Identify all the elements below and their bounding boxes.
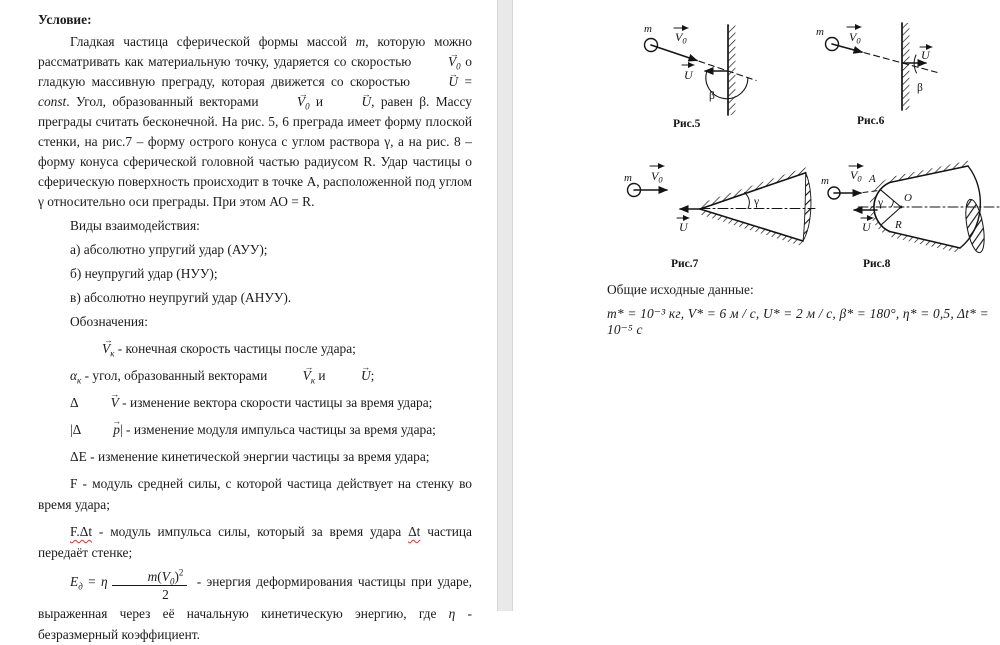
fig5-mass-label: m	[644, 23, 652, 35]
fig7-caption: Рис.7	[671, 258, 699, 270]
fig7-cone-top-edge	[700, 173, 806, 209]
figure-7-cone	[624, 166, 815, 270]
figures-panel	[513, 0, 1000, 285]
interaction-kinds-header: Виды взаимодействия:	[70, 218, 200, 233]
fig6-beta-arc	[914, 55, 916, 73]
fig8-center-dot	[900, 206, 903, 209]
fig8-caption: Рис.8	[863, 258, 891, 270]
fig7-mass-label: m	[624, 172, 632, 184]
interaction-kind-b: б) неупругий удар (НУУ);	[70, 266, 218, 281]
fig8-bottom-edge	[890, 232, 960, 249]
fig8-gamma-label: γ	[878, 197, 884, 209]
fig8-oa-line	[880, 190, 901, 207]
problem-statement: Гладкая частица сферической формы массой m, которую можно рассматривать как материальную точку, ударяется со скоростью → $V_0$ о гладкую массивную преграду, которая движется со скоростью → U = const. Угол, образованный векторами → $V_0$ и → U, равен β. Массу преграды считать бесконечной. На рис. 5, 6 преграда имеет форму плоской стенки, на рис.7 – форму острого конуса с углом раствора γ, а на рис. 8 – форму конуса сферической головной частью радиусом R. Удар частицы о сферическую поверхность происходит в точке А, расположенной под углом γ относительно оси преграды. При этом АО = R.	[38, 32, 472, 212]
fig8-center-o-label: O	[904, 192, 912, 204]
figure-5-plane-wall	[644, 23, 756, 130]
fig8-top-edge	[890, 166, 968, 183]
common-data-header: Общие исходные данные:	[607, 282, 754, 297]
fig8-point-a-label: A	[869, 173, 876, 185]
document-page-left[interactable]	[0, 0, 497, 642]
figure-6-plane-wall	[816, 23, 937, 127]
fig5-u-label: U	[684, 68, 693, 82]
fig5-v0-label: $V_0$	[675, 30, 687, 46]
fig7-gamma-arc	[745, 193, 750, 209]
problem-text-column	[38, 10, 472, 645]
fig7-gamma-label: γ	[754, 196, 760, 208]
def-velocity-change: Δ → V - изменение вектора скорости частицы за время удара;	[38, 392, 472, 413]
fraction: $\frac{m(V_0)^2}{2}$	[112, 569, 188, 603]
fig7-cone-bottom-edge	[700, 209, 803, 241]
deformation-energy-formula: $E_д = \eta$ $\frac{m(V_0)^2}{2}$ -	[70, 567, 207, 603]
fig5-beta-label: β	[709, 90, 715, 102]
figure-8-spherical-head	[821, 161, 999, 270]
fig6-mass-label: m	[816, 26, 824, 38]
fig5-v0-arrow	[651, 45, 697, 61]
fig6-v0-label: $V_0$	[849, 30, 861, 46]
fig7-cone-base	[803, 173, 811, 241]
fig8-bottom-edge-hatch	[890, 232, 960, 254]
fig8-mass-label: m	[821, 175, 829, 187]
fig6-wall-hatch	[903, 23, 910, 110]
fig6-beta-label: β	[917, 82, 923, 94]
interaction-kind-a: а) абсолютно упругий удар (АУУ);	[70, 242, 268, 257]
common-data-values: m* = 10⁻³ кг, V* = 6 м / с, U* = 2 м / с, β* = 180°, η* = 0,5, Δt* = 10⁻⁵ с	[607, 306, 989, 337]
fig5-wall-hatch	[729, 25, 736, 115]
fig6-caption: Рис.6	[857, 115, 885, 127]
def-final-velocity: → $V_к$ - конечная скорость частицы после удара;	[38, 338, 472, 359]
def-average-force: F - модуль средней силы, с которой частица действует на стенку во время удара;	[38, 476, 472, 512]
def-energy-change: ΔE - изменение кинетической энергии частицы за время удара;	[70, 449, 430, 464]
fig8-top-edge-hatch	[890, 161, 968, 183]
notation-header: Обозначения:	[70, 314, 148, 329]
page-gap-divider	[497, 0, 513, 611]
fig8-gamma-arc	[891, 201, 893, 207]
section-title: Условие:	[38, 12, 92, 27]
fig8-u-label: U	[862, 220, 871, 234]
interaction-kind-c: в) абсолютно неупругий удар (АНУУ).	[70, 290, 292, 305]
fig8-v0-label: $V_0$	[850, 168, 862, 184]
fig7-v0-label: $V_0$	[651, 169, 663, 185]
fig8-base-hatched-ellipse	[962, 198, 987, 254]
fig8-radius-label: R	[895, 219, 902, 231]
fig5-caption: Рис.5	[673, 118, 701, 130]
def-final-angle: $\alpha_к$ - угол, образованный векторами → $V_к$ и → U;	[38, 365, 472, 386]
def-deformation-energy: $E_д = \eta$ $\frac{m(V_0)^2}{2}$ - энергия деформирования частицы при ударе, выраженная через её начальную кинетическую энергию, где η - безразмерный коэффициент.	[38, 567, 473, 642]
def-momentum-change: |Δ → p| - изменение модуля импульса частицы за время удара;	[38, 419, 472, 440]
def-force-impulse: F.Δt - модуль импульса силы, который за время удара Δt частица передаёт стенке;	[38, 524, 472, 560]
fig7-u-label: U	[679, 220, 688, 234]
document-page-right[interactable]	[513, 0, 1000, 611]
fig6-u-label: U	[921, 48, 930, 62]
